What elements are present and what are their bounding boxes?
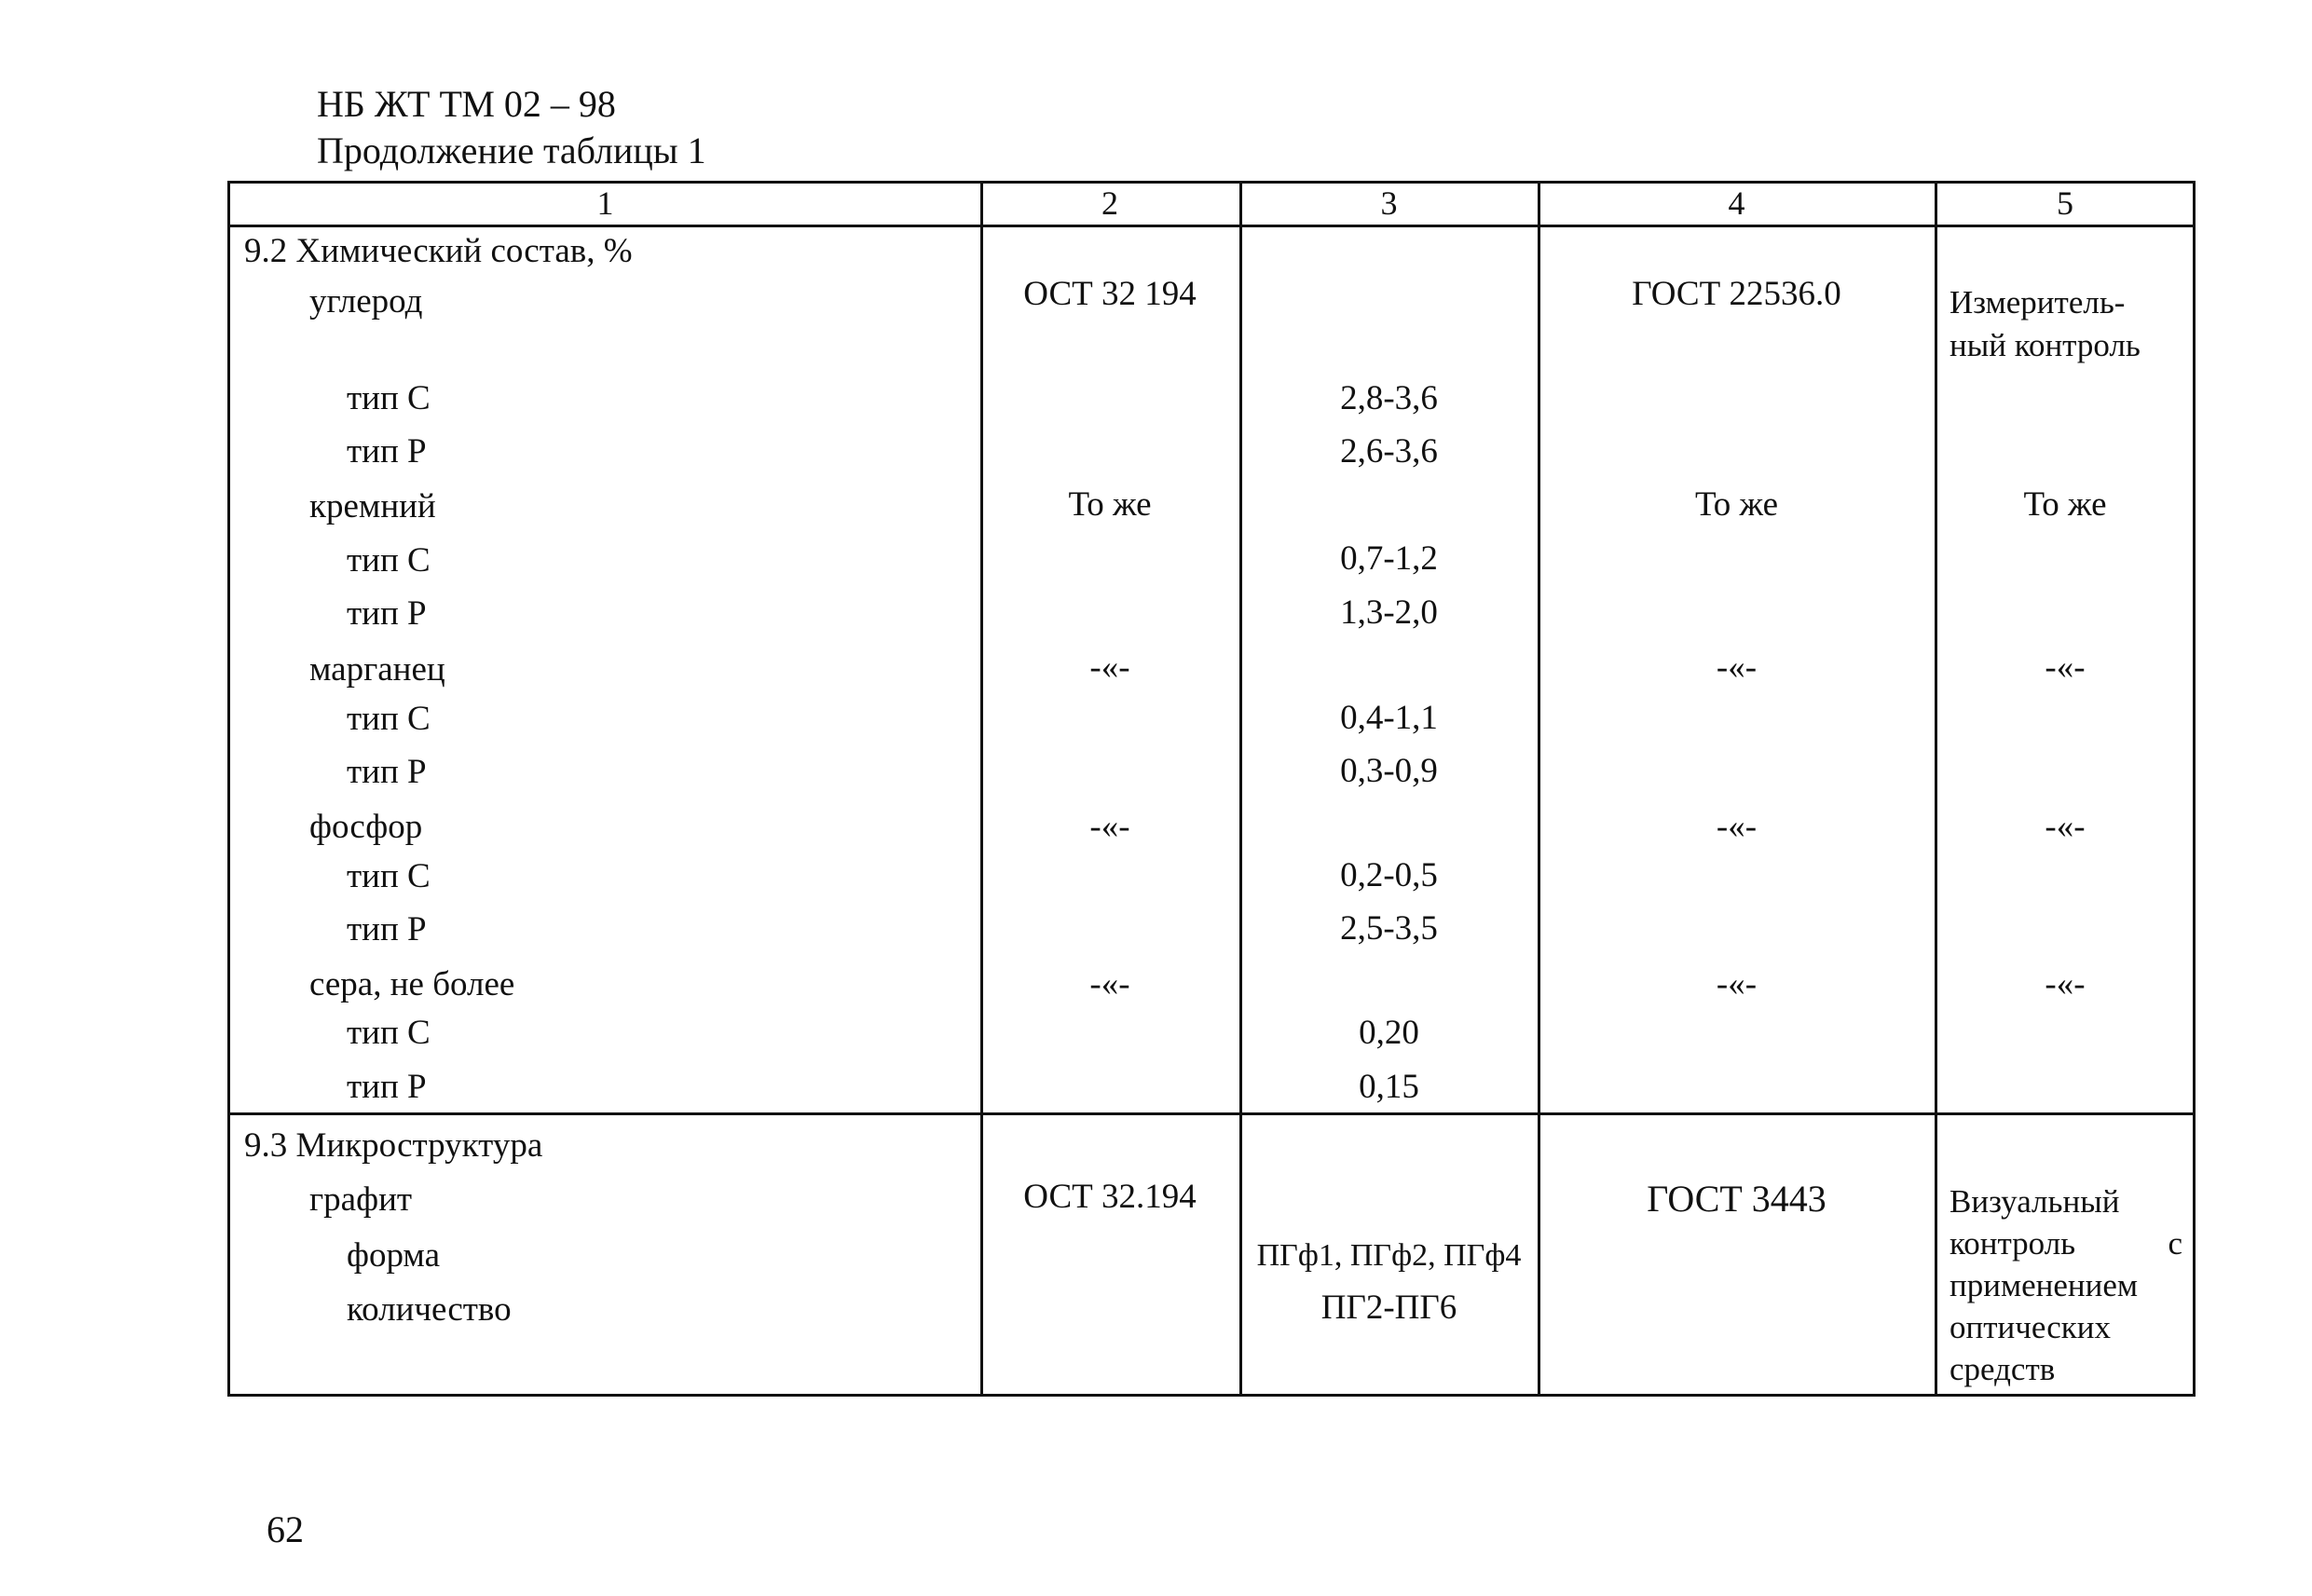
manganese-type-c-value: 0,4-1,1 xyxy=(1340,699,1438,737)
carbon-control-line-2: ный контроль xyxy=(1949,327,2141,363)
silicon-type-p-value: 1,3-2,0 xyxy=(1340,593,1438,632)
sulfur-control: -«- xyxy=(2045,965,2086,1003)
silicon-control: То же xyxy=(2023,485,2107,524)
manganese-method-doc: -«- xyxy=(1089,648,1130,687)
section-title-chemical-composition: 9.2 Химический состав, % xyxy=(244,232,633,270)
phosphorus-type-c-value: 0,2-0,5 xyxy=(1340,856,1438,894)
phosphorus-test-doc: -«- xyxy=(1716,808,1758,846)
table-border-top xyxy=(227,181,2194,184)
carbon-method-doc: ОСТ 32 194 xyxy=(1023,275,1197,313)
column-number-4: 4 xyxy=(1728,184,1745,222)
silicon-label: кремний xyxy=(309,487,436,525)
table-border-right xyxy=(2193,181,2196,1397)
table-border-bottom xyxy=(227,1394,2194,1397)
silicon-test-doc: То же xyxy=(1694,485,1779,524)
phosphorus-type-p-value: 2,5-3,5 xyxy=(1340,909,1438,948)
graphite-control-line-2 xyxy=(1949,1222,2182,1264)
manganese-test-doc: -«- xyxy=(1716,648,1758,687)
sulfur-type-p-label: тип Р xyxy=(347,1068,427,1106)
table-border-left xyxy=(227,181,230,1397)
silicon-type-c-label: тип С xyxy=(347,541,431,580)
manganese-type-p-label: тип Р xyxy=(347,753,427,791)
sulfur-test-doc: -«- xyxy=(1716,965,1758,1003)
carbon-test-doc: ГОСТ 22536.0 xyxy=(1632,275,1841,313)
silicon-method-doc: То же xyxy=(1068,485,1152,524)
table-caption: Продолжение таблицы 1 xyxy=(317,130,706,171)
page-number: 62 xyxy=(267,1508,304,1550)
silicon-type-p-label: тип Р xyxy=(347,594,427,633)
carbon-control-line-1: Измеритель- xyxy=(1949,284,2126,321)
manganese-type-p-value: 0,3-0,9 xyxy=(1340,752,1438,790)
silicon-type-c-value: 0,7-1,2 xyxy=(1340,539,1438,578)
graphite-control-line-1: Визуальный xyxy=(1949,1183,2120,1220)
table-section-divider xyxy=(227,1112,2194,1115)
phosphorus-type-p-label: тип Р xyxy=(347,910,427,948)
table-header-divider xyxy=(227,225,2194,227)
graphite-control-line-4: оптических xyxy=(1949,1309,2112,1345)
manganese-type-c-label: тип С xyxy=(347,700,431,738)
phosphorus-type-c-label: тип С xyxy=(347,857,431,895)
phosphorus-label: фосфор xyxy=(309,808,423,846)
sulfur-type-c-label: тип С xyxy=(347,1014,431,1052)
graphite-amount-value: ПГ2-ПГ6 xyxy=(1320,1289,1457,1327)
column-number-1: 1 xyxy=(596,184,614,222)
graphite-control-line-5: средств xyxy=(1949,1351,2056,1387)
column-number-3: 3 xyxy=(1380,184,1398,222)
sulfur-type-p-value: 0,15 xyxy=(1359,1068,1419,1106)
carbon-type-p-label: тип Р xyxy=(347,432,427,471)
graphite-form-label: форма xyxy=(347,1236,440,1275)
graphite-form-value: ПГф1, ПГф2, ПГф4 xyxy=(1256,1238,1522,1273)
carbon-label: углерод xyxy=(309,282,423,321)
graphite-control-line-3: применением xyxy=(1949,1267,2139,1303)
column-divider-4-5 xyxy=(1935,181,1937,1397)
phosphorus-method-doc: -«- xyxy=(1089,808,1130,846)
manganese-label: марганец xyxy=(309,650,445,689)
phosphorus-control: -«- xyxy=(2045,808,2086,846)
section-title-microstructure: 9.3 Микроструктура xyxy=(244,1126,543,1165)
sulfur-label: сера, не более xyxy=(309,965,515,1003)
column-number-2: 2 xyxy=(1101,184,1118,222)
sulfur-method-doc: -«- xyxy=(1089,965,1130,1003)
sulfur-type-c-value: 0,20 xyxy=(1359,1014,1419,1052)
column-number-5: 5 xyxy=(2057,184,2073,222)
carbon-type-c-label: тип С xyxy=(347,379,431,417)
graphite-control-word-kontrol: контроль xyxy=(1949,1225,2076,1262)
manganese-control: -«- xyxy=(2045,648,2086,687)
graphite-label: графит xyxy=(309,1180,413,1219)
document-code: НБ ЖТ ТМ 02 – 98 xyxy=(317,83,616,125)
graphite-method-doc: ОСТ 32.194 xyxy=(1023,1178,1197,1216)
graphite-test-doc: ГОСТ 3443 xyxy=(1647,1178,1826,1220)
graphite-control-word-s: с xyxy=(2168,1225,2182,1262)
carbon-type-p-value: 2,6-3,6 xyxy=(1340,432,1438,471)
graphite-amount-label: количество xyxy=(347,1290,512,1329)
carbon-type-c-value: 2,8-3,6 xyxy=(1340,379,1438,417)
